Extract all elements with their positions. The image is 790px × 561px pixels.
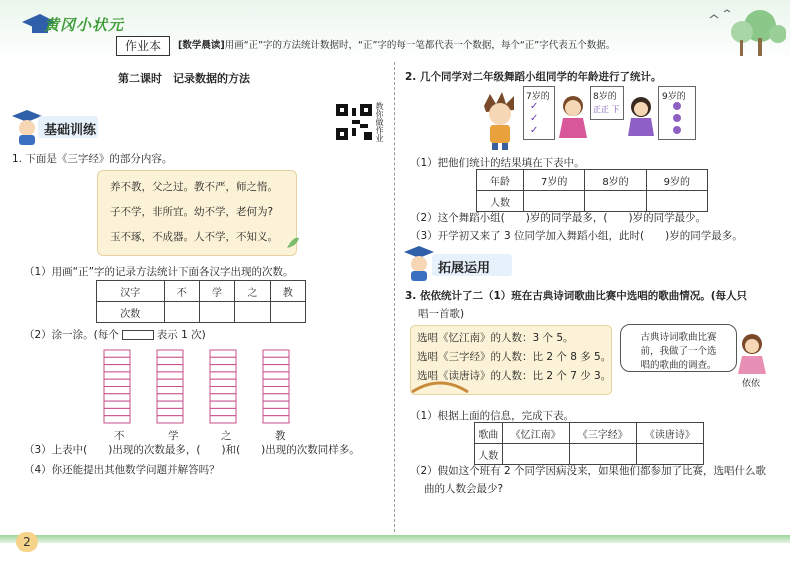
answer-cell[interactable] bbox=[502, 444, 569, 465]
coloring-cell[interactable] bbox=[157, 357, 183, 364]
question-2: 2. 几个同学对二年级舞蹈小组同学的年龄进行了统计。 bbox=[405, 71, 662, 83]
speech-bubble bbox=[620, 324, 737, 372]
answer-cell[interactable] bbox=[646, 191, 707, 212]
table-cell: 年龄 bbox=[477, 170, 524, 191]
coloring-cell[interactable] bbox=[263, 416, 289, 423]
bar-label: 不 bbox=[114, 430, 125, 442]
girl-illustration bbox=[555, 94, 591, 140]
bar-label: 之 bbox=[221, 430, 232, 442]
bar-label: 学 bbox=[168, 430, 179, 442]
question-1-4: （4）你还能提出其他数学问题并解答吗？ bbox=[24, 464, 220, 476]
coloring-cell[interactable] bbox=[104, 350, 130, 357]
table-cell: 不 bbox=[164, 281, 199, 302]
question-1: 1. 下面是《三字经》的部分内容。 bbox=[12, 153, 173, 165]
unit-box bbox=[122, 330, 154, 340]
coloring-cell[interactable] bbox=[104, 379, 130, 386]
answer-cell[interactable] bbox=[524, 191, 585, 212]
speech-line: 前，我做了一个选 bbox=[640, 346, 717, 357]
qr-code-icon[interactable] bbox=[336, 104, 372, 140]
coloring-cell[interactable] bbox=[263, 408, 289, 415]
card-label: 9岁的 bbox=[662, 92, 686, 102]
coloring-cell[interactable] bbox=[157, 387, 183, 394]
question-3-line2: 唱一首歌) bbox=[418, 308, 465, 320]
card-label: 7岁的 bbox=[526, 92, 550, 102]
coloring-cell[interactable] bbox=[104, 416, 130, 423]
coloring-cell[interactable] bbox=[263, 394, 289, 401]
char-count-table bbox=[96, 280, 306, 323]
coloring-cell[interactable] bbox=[157, 372, 183, 379]
table-cell: 之 bbox=[235, 281, 270, 302]
speech-line: 唱的歌曲的调查。 bbox=[640, 360, 717, 371]
coloring-cell[interactable] bbox=[104, 401, 130, 408]
section-basic-training: 基础训练 bbox=[44, 123, 97, 138]
table-cell: 汉字 bbox=[97, 281, 165, 302]
table-cell: 人数 bbox=[475, 444, 503, 465]
age-card-9 bbox=[658, 86, 696, 140]
checkmarks-icon: ✓ ✓ ✓ bbox=[530, 101, 539, 136]
brand-title: 黄冈小状元 bbox=[44, 16, 125, 34]
coloring-cell[interactable] bbox=[210, 357, 236, 364]
coloring-cell[interactable] bbox=[157, 408, 183, 415]
girl-name: 依依 bbox=[742, 379, 761, 389]
coloring-cell[interactable] bbox=[263, 372, 289, 379]
question-3-1: （1）根据上面的信息，完成下表。 bbox=[410, 410, 575, 422]
trees-illustration bbox=[690, 6, 786, 56]
table-cell: 《忆江南》 bbox=[502, 423, 569, 444]
note-text: 用画“正”字的方法统计数据时，“正”字的每一笔都代表一个数据，每个“正”字代表五个数据。 bbox=[224, 40, 616, 51]
q1-2-text-b: 表示 1 次) bbox=[156, 329, 206, 341]
table-cell: 《三字经》 bbox=[569, 423, 636, 444]
age-card-8 bbox=[590, 86, 624, 120]
question-1-1: （1）用画“正”字的记录方法统计下面各汉字出现的次数。 bbox=[24, 266, 294, 278]
coloring-cell[interactable] bbox=[157, 365, 183, 372]
coloring-cell[interactable] bbox=[263, 365, 289, 372]
coloring-cell[interactable] bbox=[157, 401, 183, 408]
poem-line: 玉不琢，不成器。人不学，不知义。 bbox=[110, 231, 278, 243]
question-3-line1: 3. 依依统计了二（1）班在古典诗词歌曲比赛中选唱的歌曲情况。(每人只 bbox=[405, 290, 748, 302]
coloring-cell[interactable] bbox=[263, 387, 289, 394]
section-extension: 拓展运用 bbox=[438, 261, 491, 276]
coloring-cell[interactable] bbox=[210, 416, 236, 423]
song-table bbox=[474, 422, 704, 465]
coloring-cell[interactable] bbox=[210, 408, 236, 415]
poem-line: 子不学，非所宜。幼不学，老何为? bbox=[110, 206, 274, 218]
table-cell: 人数 bbox=[477, 191, 524, 212]
dots-icon bbox=[672, 101, 682, 137]
coloring-cell[interactable] bbox=[210, 394, 236, 401]
column-divider bbox=[394, 62, 395, 532]
tally-marks: 正正 下 bbox=[593, 105, 620, 114]
leaf-decoration-icon bbox=[285, 234, 301, 250]
student-mascot-icon bbox=[402, 244, 436, 282]
poem-box bbox=[97, 170, 297, 256]
coloring-cell[interactable] bbox=[263, 379, 289, 386]
coloring-cell[interactable] bbox=[210, 350, 236, 357]
question-2-3: （3）开学初又来了 3 位同学加入舞蹈小组，此时( )岁的同学最多。 bbox=[410, 230, 743, 242]
age-card-7 bbox=[523, 86, 555, 140]
question-3-2-line2: 曲的人数会最少? bbox=[424, 483, 504, 495]
girl-illustration bbox=[626, 96, 656, 138]
note-label: [数学晨读] bbox=[178, 40, 225, 51]
coloring-cell[interactable] bbox=[210, 401, 236, 408]
answer-cell[interactable] bbox=[164, 302, 199, 323]
table-cell: 教 bbox=[270, 281, 305, 302]
coloring-cell[interactable] bbox=[210, 379, 236, 386]
coloring-cell[interactable] bbox=[104, 372, 130, 379]
coloring-cell[interactable] bbox=[157, 416, 183, 423]
coloring-bars[interactable] bbox=[100, 349, 300, 425]
coloring-cell[interactable] bbox=[210, 372, 236, 379]
grass-footer bbox=[0, 535, 790, 543]
qr-caption: 教你做作业 bbox=[375, 102, 384, 142]
page-number: 2 bbox=[16, 532, 38, 552]
coloring-cell[interactable] bbox=[104, 387, 130, 394]
coloring-cell[interactable] bbox=[104, 394, 130, 401]
coloring-cell[interactable] bbox=[157, 394, 183, 401]
table-cell: 9岁的 bbox=[646, 170, 707, 191]
header-note bbox=[178, 37, 615, 51]
table-cell: 歌曲 bbox=[475, 423, 503, 444]
question-2-1: （1）把他们统计的结果填在下表中。 bbox=[410, 157, 585, 169]
info-line: 选唱《忆江南》的人数：3 个 5。 bbox=[417, 332, 574, 344]
table-cell: 8岁的 bbox=[585, 170, 646, 191]
girl-yiyi-illustration bbox=[736, 332, 768, 374]
table-cell: 《读唐诗》 bbox=[636, 423, 703, 444]
bar-label: 教 bbox=[275, 430, 286, 442]
answer-cell[interactable] bbox=[199, 302, 234, 323]
answer-cell[interactable] bbox=[569, 444, 636, 465]
info-line: 选唱《三字经》的人数：比 2 个 8 多 5。 bbox=[417, 351, 612, 363]
info-line: 选唱《读唐诗》的人数：比 2 个 7 少 3。 bbox=[417, 370, 612, 382]
poem-line: 养不教，父之过。教不严，师之惰。 bbox=[110, 181, 278, 193]
table-cell: 7岁的 bbox=[524, 170, 585, 191]
coloring-cell[interactable] bbox=[104, 408, 130, 415]
coloring-cell[interactable] bbox=[157, 379, 183, 386]
coloring-cell[interactable] bbox=[210, 387, 236, 394]
boy-illustration bbox=[478, 92, 522, 150]
coloring-cell[interactable] bbox=[104, 357, 130, 364]
coloring-cell[interactable] bbox=[210, 365, 236, 372]
lesson-title: 第二课时 记录数据的方法 bbox=[118, 72, 250, 85]
coloring-cell[interactable] bbox=[263, 401, 289, 408]
table-cell: 学 bbox=[199, 281, 234, 302]
question-2-2: （2）这个舞蹈小组( )岁的同学最多，( )岁的同学最少。 bbox=[410, 212, 707, 224]
workbook-badge: 作业本 bbox=[116, 36, 170, 56]
question-1-3: （3）上表中( )出现的次数最多，( )和( )出现的次数同样多。 bbox=[24, 444, 360, 456]
answer-cell[interactable] bbox=[636, 444, 703, 465]
question-3-2-line1: （2）假如这个班有 2 个同学因病没来，如果他们都参加了比赛，选唱什么歌 bbox=[410, 465, 767, 477]
bridge-illustration bbox=[410, 372, 470, 394]
speech-line: 古典诗词歌曲比赛 bbox=[640, 332, 717, 343]
coloring-cell[interactable] bbox=[157, 350, 183, 357]
coloring-cell[interactable] bbox=[263, 357, 289, 364]
answer-cell[interactable] bbox=[235, 302, 270, 323]
question-1-2 bbox=[24, 327, 206, 342]
age-table bbox=[476, 169, 708, 212]
card-label: 8岁的 bbox=[593, 92, 617, 102]
coloring-cell[interactable] bbox=[263, 350, 289, 357]
q1-2-text-a: （2）涂一涂。(每个 bbox=[24, 329, 119, 341]
coloring-cell[interactable] bbox=[104, 365, 130, 372]
answer-cell[interactable] bbox=[270, 302, 305, 323]
answer-cell[interactable] bbox=[585, 191, 646, 212]
table-cell: 次数 bbox=[97, 302, 165, 323]
